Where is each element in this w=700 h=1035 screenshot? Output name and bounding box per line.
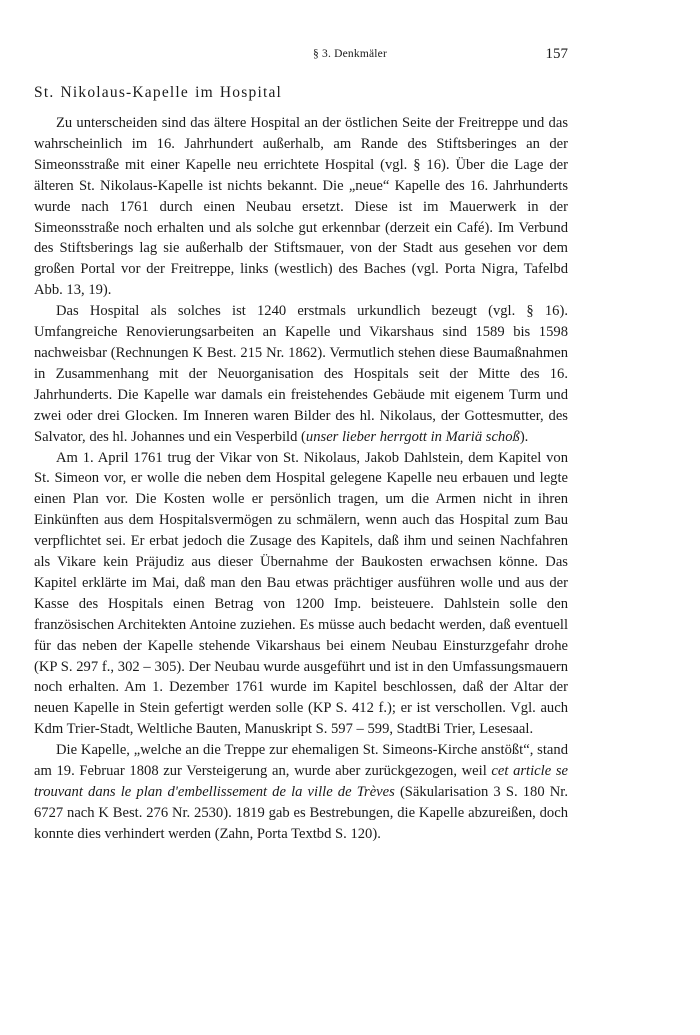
paragraph-text: Am 1. April 1761 trug der Vikar von St. Nikolaus, Jakob Dahlstein, dem Kapitel von St. Simeon vor, er wolle die neben dem Hospital gelegene Kapelle neu erbauen und legte einen Plan vor. Die Kosten wolle er persönlich tragen, um die Armen nicht in ihren Einkünften aus dem Hospitalsvermögen zu schmälern, wenn auch das Hospital zum Bau verpflichtet sei. Er erbat jedoch die Zusage des Kapitels, daß ihm und seinen Nachfahren als Vikare kein Präjudiz aus dieser Übernahme der Baukosten erwachsen könne. Das Kapitel erklärte im Mai, daß man den Bau etwas prächtiger ausführen wolle und aus der Kasse des Hospitals einen Betrag von 1200 Imp. beisteuere. Dahlstein solle den französischen Architekten Antoine zuziehen. Es müsse auch bedacht werden, daß eventuell für das neben der Kapelle stehende Vikarshaus bei einem Neubau Einsturzgefahr drohe (KP S. 297 f., 302 – 305). Der Neubau wurde ausgeführt und ist in den Umfassungsmauern noch erhalten. Am 1. Dezember 1761 wurde im Kapitel beschlossen, daß der Altar der neuen Kapelle in Stein gefertigt werden solle (KP S. 412 f.); er ist verschollen. Vgl. auch Kdm Trier-Stadt, Weltliche Bauten, Manuskript S. 597 – 599, StadtBi Trier, Lesesaal. <box>34 449 568 738</box>
running-head <box>0 48 700 68</box>
paragraph-text: ). <box>519 428 529 445</box>
paragraph-text: (Säkularisation 3 S. 180 Nr. 6727 nach K Best. 276 Nr. 2530). 1819 gab es Bestrebungen, die Kapelle abzureißen, doch konnte dies verhindert werden (Zahn, Porta Textbd S. 120). <box>34 784 568 842</box>
section-header: § 3. Denkmäler <box>312 48 387 60</box>
italic-quote: unser lieber herrgott in Mariä schoß <box>305 428 520 445</box>
paragraph-4 <box>34 740 568 845</box>
section-title: St. Nikolaus-Kapelle im Hospital <box>34 84 283 101</box>
paragraph-text: Die Kapelle, „welche an die Treppe zur ehemaligen St. Simeons-Kirche anstößt“, stand am 19. Februar 1808 zur Versteigerung an, wurde aber zurückgezogen, weil <box>34 742 568 780</box>
body-text <box>34 113 568 845</box>
paragraph-3 <box>34 448 568 741</box>
page-number: 157 <box>545 46 568 62</box>
paragraph-text: Zu unterscheiden sind das ältere Hospital an der östlichen Seite der Freitreppe und das wahrscheinlich im 16. Jahrhundert außerhalb, am Rande des Stiftsberinges an der Simeonsstraße mit einer Kapelle neu errichtete Hospital (vgl. § 16). Über die Lage der älteren St. Nikolaus-Kapelle ist nichts bekannt. Die „neue“ Kapelle des 16. Jahrhunderts wurde nach 1761 durch einen Neubau ersetzt. Diese ist im Mauerwerk in der Simeonsstraße noch erhalten und als solche gut erkennbar (derzeit ein Café). Im Verbund des Stiftsberings lag sie außerhalb der Stiftsmauer, von der Stadt aus gesehen vor dem großen Portal vor der Freitreppe, links (westlich) des Baches (vgl. Porta Nigra, Tafelbd Abb. 13, 19). <box>34 115 568 299</box>
paragraph-1 <box>34 113 568 301</box>
paragraph-text: Das Hospital als solches ist 1240 erstmals urkundlich bezeugt (vgl. § 16). Umfangreiche Renovierungsarbeiten an Kapelle und Vikarshaus sind 1589 bis 1598 nachweisbar (Rechnungen K Best. 215 Nr. 1862). Vermutlich stehen diese Baumaßnahmen in Zusammenhang mit der Neuorganisation des Hospitals seit der Mitte des 16. Jahrhunderts. Die Kapelle war damals ein freistehendes Gebäude mit eigenem Turm und zwei oder drei Glocken. Im Inneren waren Bilder des hl. Nikolaus, der Gottesmutter, des Salvator, des hl. Johannes und ein Vesperbild ( <box>34 303 568 445</box>
italic-quote: cet article se trouvant dans le plan d'embellissement de la ville de Trèves <box>34 763 568 800</box>
paragraph-2 <box>34 301 568 447</box>
